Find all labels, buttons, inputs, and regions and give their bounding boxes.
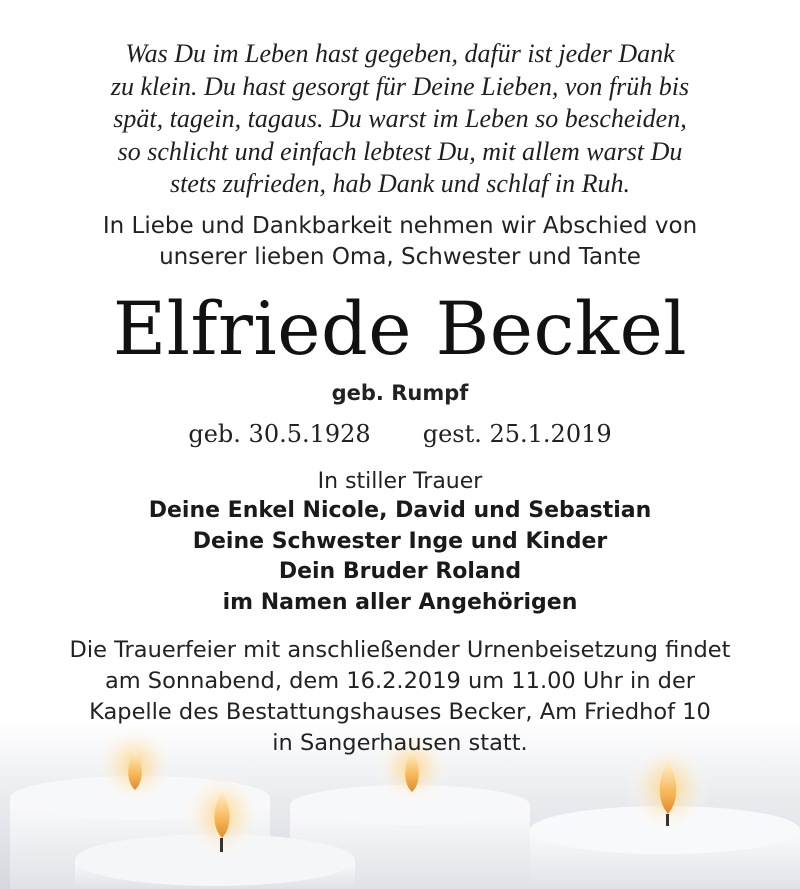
intro-line: unserer lieben Oma, Schwester und Tante xyxy=(159,244,641,270)
mourner-line: Dein Bruder Roland xyxy=(278,559,522,584)
poem-line: so schlicht und einfach lebtest Du, mit allem warst Du xyxy=(117,136,683,166)
maiden-name: geb. Rumpf xyxy=(331,381,469,405)
death-date: gest. 25.1.2019 xyxy=(422,420,612,448)
poem-line: zu klein. Du hast gesorgt für Deine Lieben, von früh bis xyxy=(110,71,690,101)
poem-verse xyxy=(20,38,780,201)
mourner-line: Deine Schwester Inge und Kinder xyxy=(192,528,608,554)
birth-date: geb. 30.5.1928 xyxy=(188,420,371,448)
life-dates xyxy=(0,418,800,450)
service-line: am Sonnabend, dem 16.2.2019 um 11.00 Uhr in der xyxy=(104,668,696,694)
poem-line: Was Du im Leben hast gegeben, dafür ist jeder Dank xyxy=(125,39,675,68)
farewell-intro xyxy=(20,211,780,273)
service-line: Kapelle des Bestattungshauses Becker, Am Friedhof 10 xyxy=(89,699,711,725)
poem-line: spät, tagein, tagaus. Du warst im Leben so bescheiden, xyxy=(113,104,687,134)
mourners-list xyxy=(0,496,800,618)
mourner-line: im Namen aller Angehörigen xyxy=(222,589,578,615)
intro-line: In Liebe und Dankbarkeit nehmen wir Abschied von xyxy=(102,213,698,239)
service-line: Die Trauerfeier mit anschließender Urnenbeisetzung findet xyxy=(69,637,731,663)
mourning-label: In stiller Trauer xyxy=(317,469,483,494)
poem-line: stets zufrieden, hab Dank und schlaf in Ruh. xyxy=(169,169,630,199)
mourner-line: Deine Enkel Nicole, David und Sebastian xyxy=(148,498,652,523)
service-line: in Sangerhausen statt. xyxy=(272,730,528,756)
funeral-service-info xyxy=(10,635,790,759)
deceased-name: Elfriede Beckel xyxy=(112,287,688,372)
